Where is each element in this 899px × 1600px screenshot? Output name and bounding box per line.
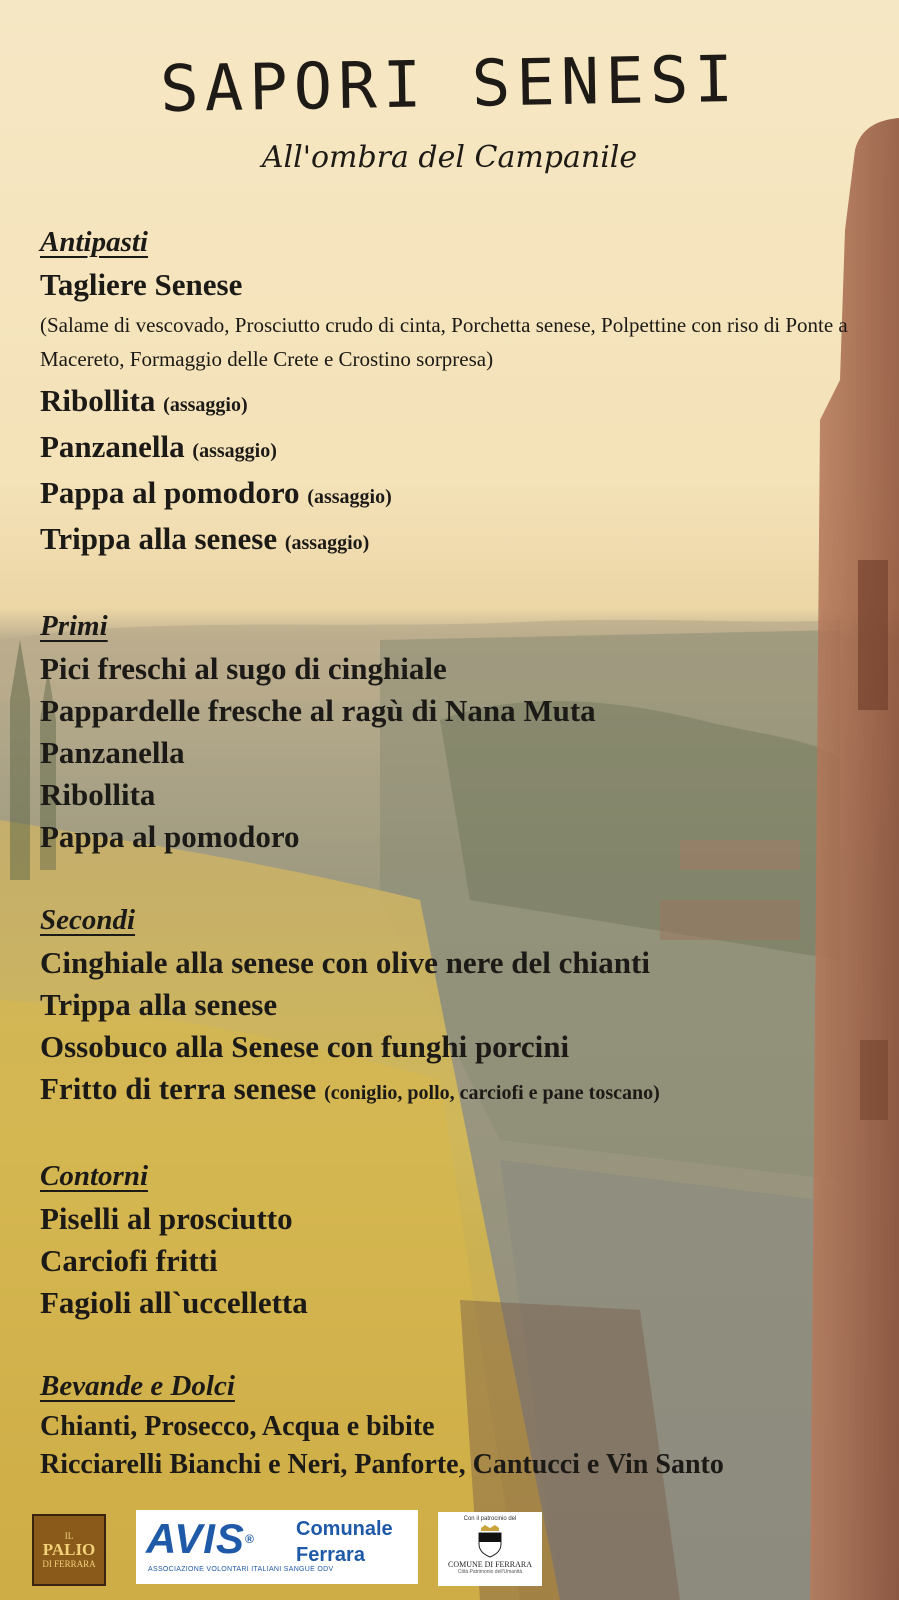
section-heading: Antipasti <box>40 226 148 258</box>
menu-item: Pappa al pomodoro <box>40 819 300 854</box>
menu-item: Pappardelle fresche al ragù di Nana Muta <box>40 693 596 728</box>
section-heading: Bevande e Dolci <box>40 1370 235 1402</box>
crest-icon <box>475 1524 505 1558</box>
dish-name: Ossobuco alla Senese con funghi porcini <box>40 1029 570 1064</box>
dish-note: (assaggio) <box>307 486 392 508</box>
menu-item: Panzanella <box>40 735 185 770</box>
page-subtitle: All'ombra del Campanile <box>261 140 638 175</box>
menu-list <box>40 222 880 1484</box>
menu-item <box>40 264 880 306</box>
dish-name: Fritto di terra senese <box>40 1071 317 1106</box>
avis-subtitle: ASSOCIAZIONE VOLONTARI ITALIANI SANGUE ODV <box>148 1566 334 1573</box>
avis-mark: AVIS® <box>146 1515 255 1562</box>
menu-item: Chianti, Prosecco, Acqua e bibite <box>40 1411 435 1442</box>
dish-name: Trippa alla senese <box>40 987 278 1022</box>
comune-name: COMUNE DI FERRARA <box>447 1560 532 1569</box>
dish-note: (assaggio) <box>284 532 370 554</box>
menu-item <box>40 426 880 472</box>
section-secondi <box>40 900 880 1114</box>
menu-item: Carciofi fritti <box>40 1243 218 1278</box>
avis-ferrara-logo <box>136 1510 418 1584</box>
dish-name: Trippa alla senese <box>40 521 278 556</box>
palio-ferrara-logo: IL PALIO DI FERRARA <box>32 1514 106 1586</box>
section-heading: Secondi <box>40 904 136 936</box>
avis-city: Ferrara <box>296 1544 365 1566</box>
dish-name: Ribollita <box>40 383 156 418</box>
section-antipasti <box>40 222 880 564</box>
section-primi <box>40 606 880 858</box>
section-heading: Contorni <box>40 1160 148 1192</box>
dish-note: (coniglio, pollo, carciofi e pane toscano) <box>324 1082 660 1104</box>
dish-name: Tagliere Senese <box>40 267 243 302</box>
menu-item <box>40 1068 880 1114</box>
menu-item: Ricciarelli Bianchi e Neri, Panforte, Cantucci e Vin Santo <box>40 1449 724 1480</box>
section-bevande-dolci <box>40 1366 880 1484</box>
patrocinio-text: Con il patrocinio del <box>463 1516 517 1522</box>
menu-item: Pici freschi al sugo di cinghiale <box>40 651 447 686</box>
section-contorni <box>40 1156 880 1324</box>
dish-note: (assaggio) <box>163 394 248 416</box>
menu-item: Piselli al prosciutto <box>40 1201 293 1236</box>
sponsor-logos <box>32 1510 892 1590</box>
menu-item: Fagioli all`uccelletta <box>40 1285 308 1320</box>
menu-item <box>40 1026 880 1068</box>
dish-name: Pappa al pomodoro <box>40 475 300 510</box>
menu-item <box>40 942 880 984</box>
page-title: SAPORI SENESI <box>159 42 740 128</box>
dish-description: (Salame di vescovado, Prosciutto crudo di cinta, Porchetta senese, Polpettine con riso di Ponte a Macereto, Formaggio delle Crete e Crostino sorpresa) <box>40 313 848 371</box>
section-heading: Primi <box>40 610 108 642</box>
dish-name: Panzanella <box>40 429 185 464</box>
menu-item: Ribollita <box>40 777 156 812</box>
dish-note: (assaggio) <box>192 440 277 462</box>
comune-tagline: Città Patrimonio dell'Umanità <box>457 1569 523 1575</box>
comune-ferrara-logo <box>438 1512 542 1586</box>
menu-item <box>40 984 880 1026</box>
menu-item <box>40 380 880 426</box>
menu-item <box>40 472 880 518</box>
menu-item <box>40 518 880 564</box>
dish-name: Cinghiale alla senese con olive nere del chianti <box>40 945 650 980</box>
avis-comunale: Comunale <box>296 1518 393 1540</box>
